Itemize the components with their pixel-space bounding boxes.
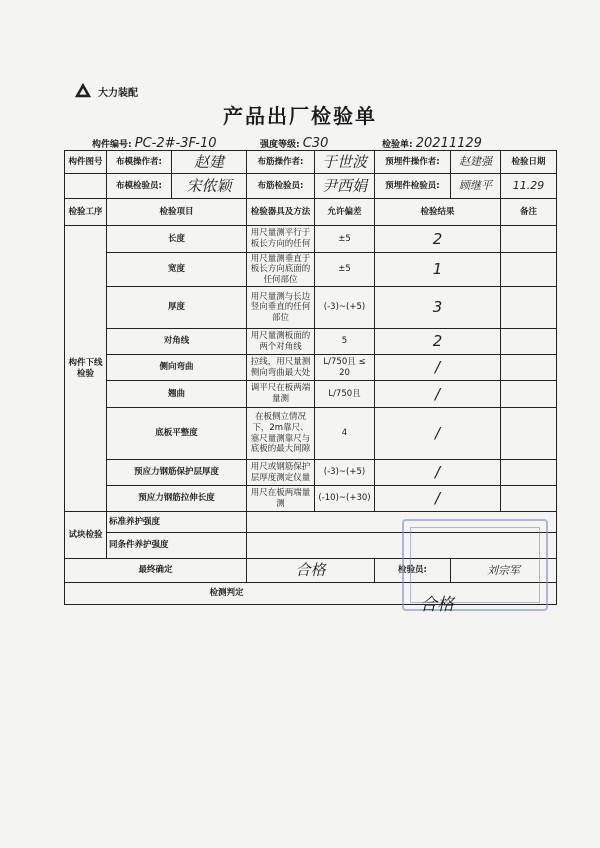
row-tool: 用尺量测平行于板长方向的任何	[247, 226, 315, 253]
row-result: /	[375, 381, 501, 408]
row-tool: 拉线，用尺量测侧向弯曲最大处	[247, 355, 315, 381]
row-result: 2	[375, 329, 501, 355]
table-row	[65, 381, 557, 408]
final-label: 最终确定	[65, 559, 247, 583]
rebar-inspector-value: 尹西娟	[315, 174, 375, 199]
col-tool: 检验器具及方法	[247, 199, 315, 226]
page-title: 产品出厂检验单	[223, 104, 377, 128]
row-remark	[501, 381, 557, 408]
row-item: 底板平整度	[107, 408, 247, 460]
test-block-label: 试块检验	[65, 512, 107, 559]
same-condition-strength-label: 同条件养护强度	[107, 533, 247, 559]
row-result: 2	[375, 226, 501, 253]
col-remark: 备注	[501, 199, 557, 226]
row-remark	[501, 408, 557, 460]
company-logo-icon	[74, 82, 92, 100]
inspector-row	[65, 174, 557, 199]
col-process: 检验工序	[65, 199, 107, 226]
row-item: 翘曲	[107, 381, 247, 408]
drawing-value-cell	[65, 174, 107, 199]
row-tool: 用尺量测与长边竖向垂直的任何部位	[247, 287, 315, 329]
row-result: /	[375, 355, 501, 381]
row-remark	[501, 329, 557, 355]
col-item: 检验项目	[107, 199, 247, 226]
row-remark	[501, 287, 557, 329]
table-row	[65, 287, 557, 329]
row-tolerance: L/750且	[315, 381, 375, 408]
row-tool: 用尺或钢筋保护层厚度测定仪量	[247, 460, 315, 486]
embed-inspector-label: 预埋件检验员:	[375, 174, 451, 199]
row-result: /	[375, 408, 501, 460]
row-remark	[501, 253, 557, 287]
inspection-no-value: 20211129	[415, 136, 482, 151]
mold-inspector-label: 布模检验员:	[107, 174, 172, 199]
row-result: 3	[375, 287, 501, 329]
operator-row	[65, 151, 557, 174]
row-tolerance: ±5	[315, 226, 375, 253]
final-inspector-value: 刘宗军	[451, 559, 557, 583]
component-no-value: PC-2#-3F-10	[134, 136, 217, 151]
final-inspector-label: 检验员:	[375, 559, 451, 583]
rebar-inspector-label: 布筋检验员:	[247, 174, 315, 199]
table-row	[65, 253, 557, 287]
inspection-date-value: 11.29	[501, 174, 557, 199]
judgment-handwritten-value: 合格	[420, 595, 454, 615]
component-no	[92, 136, 216, 151]
inspection-no	[382, 136, 482, 151]
row-remark	[501, 486, 557, 512]
inspection-no-label: 检验单:	[382, 140, 413, 150]
company-name: 大力装配	[98, 87, 138, 99]
row-result: 1	[375, 253, 501, 287]
row-tolerance: ±5	[315, 253, 375, 287]
row-tolerance: 4	[315, 408, 375, 460]
row-item: 预应力钢筋拉伸长度	[107, 486, 247, 512]
table-row	[65, 408, 557, 460]
row-item: 宽度	[107, 253, 247, 287]
row-tool: 调平尺在板两端量测	[247, 381, 315, 408]
row-tool: 用尺在板两端量测	[247, 486, 315, 512]
row-result: /	[375, 460, 501, 486]
drawing-label: 构件图号	[65, 151, 107, 174]
table-row	[65, 460, 557, 486]
row-tolerance: (-3)~(+5)	[315, 460, 375, 486]
standard-strength-label: 标准养护强度	[107, 512, 247, 533]
row-tool: 用尺量测板面的两个对角线	[247, 329, 315, 355]
row-item: 侧向弯曲	[107, 355, 247, 381]
table-row	[65, 486, 557, 512]
rebar-operator-value: 于世波	[315, 151, 375, 174]
mold-operator-label: 布模操作者:	[107, 151, 172, 174]
row-item: 对角线	[107, 329, 247, 355]
table-row	[65, 355, 557, 381]
section-label: 构件下线检验	[65, 226, 107, 512]
row-remark	[501, 460, 557, 486]
rebar-operator-label: 布筋操作者:	[247, 151, 315, 174]
row-tool: 用尺量测垂直于板长方向底面的任何部位	[247, 253, 315, 287]
row-remark	[501, 226, 557, 253]
row-result: /	[375, 486, 501, 512]
company-logo	[74, 82, 138, 100]
table-row	[65, 226, 557, 253]
column-header-row	[65, 199, 557, 226]
row-tool: 在板侧立情况下，2m靠尺、塞尺量测靠尺与底板的最大间隙	[247, 408, 315, 460]
inspection-date-label: 检验日期	[501, 151, 557, 174]
col-tolerance: 允许偏差	[315, 199, 375, 226]
strength-label: 强度等级:	[260, 140, 300, 150]
embed-inspector-value: 顾继平	[451, 174, 501, 199]
row-item: 长度	[107, 226, 247, 253]
row-tolerance: 5	[315, 329, 375, 355]
embed-operator-value: 赵建强	[451, 151, 501, 174]
row-item: 预应力钢筋保护层厚度	[107, 460, 247, 486]
row-remark	[501, 355, 557, 381]
row-item: 厚度	[107, 287, 247, 329]
strength-value: C30	[302, 136, 329, 151]
embed-operator-label: 预埋件操作者:	[375, 151, 451, 174]
strength-grade	[260, 136, 328, 151]
table-row	[65, 329, 557, 355]
judgment-label-text: 检测判定	[209, 588, 244, 599]
row-tolerance: L/750且 ≤ 20	[315, 355, 375, 381]
component-no-label: 构件编号:	[92, 140, 132, 150]
col-result: 检验结果	[375, 199, 501, 226]
row-tolerance: (-10)~(+30)	[315, 486, 375, 512]
row-tolerance: (-3)~(+5)	[315, 287, 375, 329]
final-value: 合格	[247, 559, 375, 583]
mold-operator-value: 赵建	[172, 151, 247, 174]
mold-inspector-value: 宋侬颖	[172, 174, 247, 199]
